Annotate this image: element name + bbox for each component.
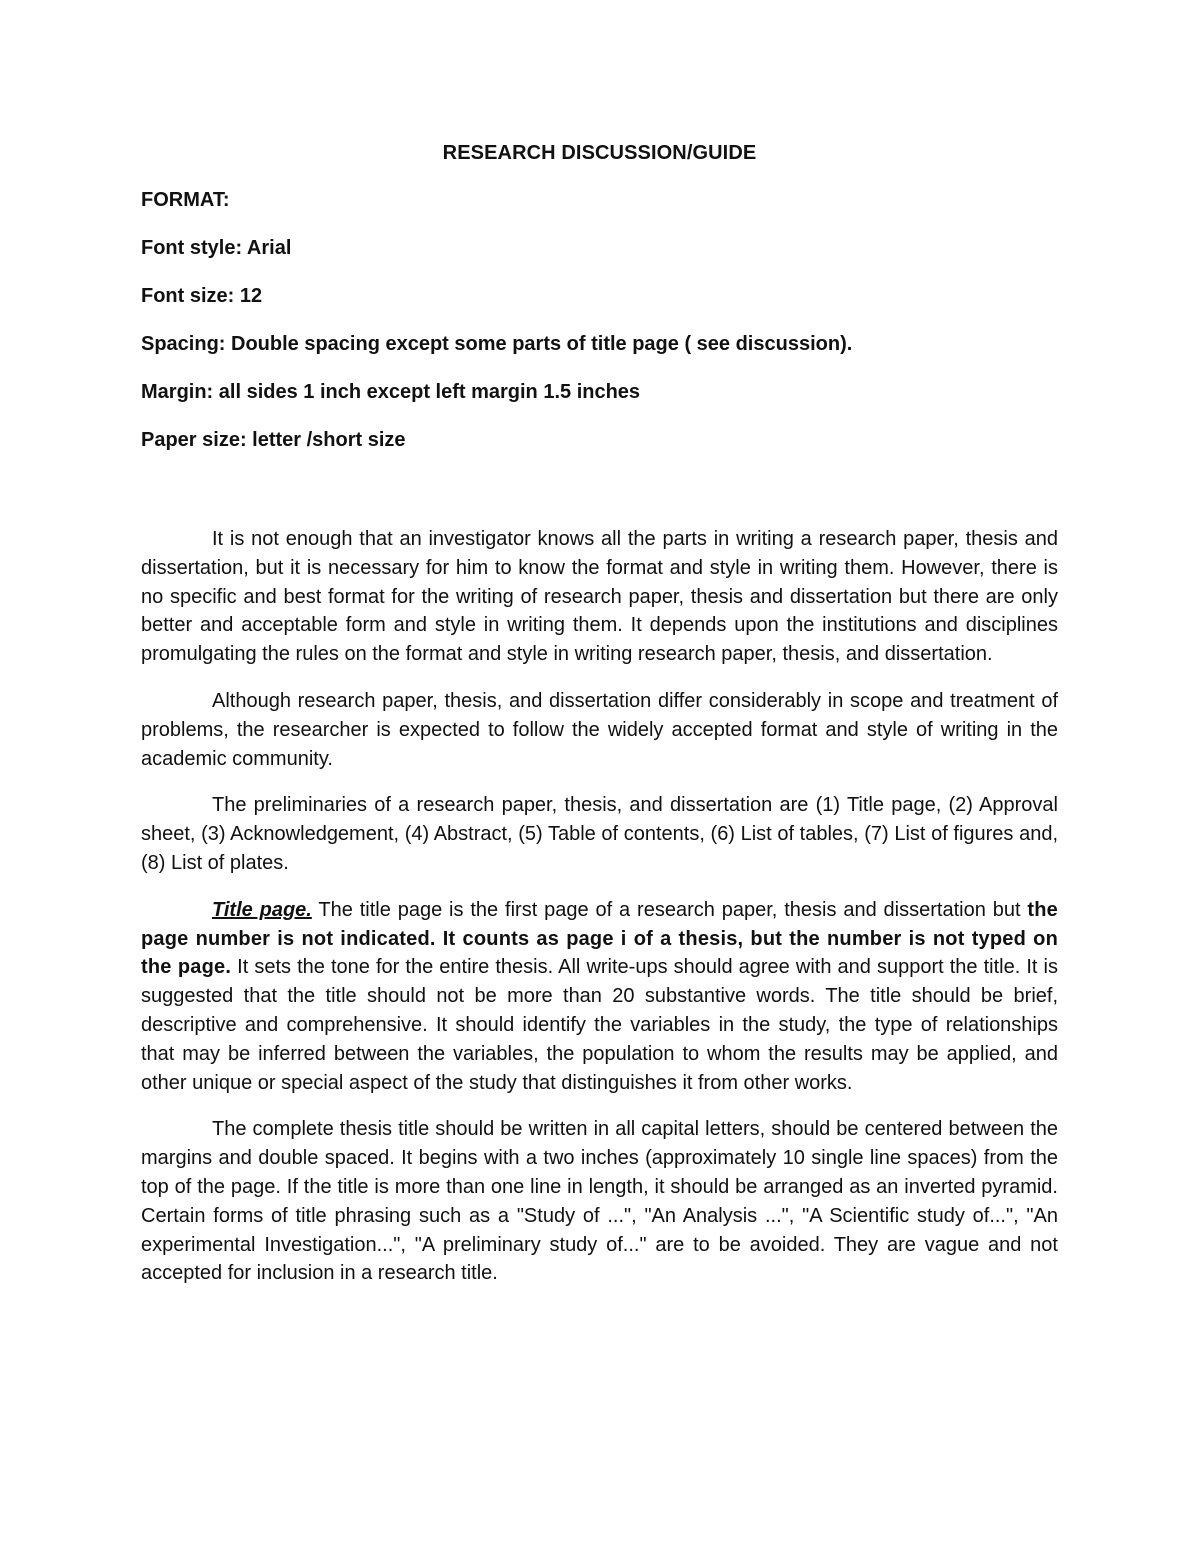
format-paper-size: Paper size: letter /short size — [141, 429, 406, 451]
format-font-style: Font style: Arial — [141, 237, 292, 259]
title-page-text-a: The title page is the first page of a research paper, thesis and dissertation but — [311, 898, 1028, 921]
paragraph-thesis-title: The complete thesis title should be written in all capital letters, should be centered between the margins and double spaced. It begins with a two inches (approximately 10 single line spaces) from the top of the page. If the title is more than one line in length, it should be arranged as an inverted pyramid. Certain forms of title phrasing such as a "Study of ...", "An Analysis ...", "A Scientific study of...", "An experimental Investigation...", "A preliminary study of..." are to be avoided. They are vague and not accepted for inclusion in a research title. — [141, 1118, 1058, 1285]
paragraph-preliminaries: The preliminaries of a research paper, thesis, and dissertation are (1) Title page, (2) Approval sheet, (3) Acknowledgement, (4) Abstract, (5) Table of contents, (6) List of tables, (7) List of figures and, (8) List of plates. — [141, 794, 1058, 874]
format-font-size: Font size: 12 — [141, 285, 263, 307]
format-spacing: Spacing: Double spacing except some parts of title page ( see discussion). — [141, 333, 853, 355]
paragraph-scope: Although research paper, thesis, and dissertation differ considerably in scope and treatment of problems, the researcher is expected to follow the widely accepted format and style of writing in the academic community. — [141, 689, 1058, 770]
format-margin: Margin: all sides 1 inch except left margin 1.5 inches — [141, 381, 641, 403]
title-page-lead: Title page. — [212, 898, 312, 921]
paragraph-intro: It is not enough that an investigator knows all the parts in writing a research paper, thesis and dissertation, but it is necessary for him to know the format and style in writing them. However, there is no specific and best format for the writing of research paper, thesis and dissertation but there are only better and acceptable form and style in writing them. It depends upon the institutions and disciplines promulgating the rules on the format and style in writing research paper, thesis, and dissertation. — [141, 528, 1058, 666]
title-page-text-b: It sets the tone for the entire thesis. All write-ups should agree with and support the title. It is suggested that the title should not be more than 20 substantive words. The title should be brief, descriptive and comprehensive. It should identify the variables in the study, the type of relationships that may be inferred between the variables, the population to whom the results may be applied, and other unique or special aspect of the study that distinguishes it from other works. — [141, 956, 1058, 1094]
paragraph-title-page — [141, 896, 1058, 1098]
document-page — [141, 138, 1058, 1306]
section-spacer — [141, 473, 1058, 525]
format-heading: FORMAT: — [141, 189, 230, 211]
document-title: RESEARCH DISCUSSION/GUIDE — [442, 142, 757, 164]
title-page-bold-note: the page number is not indicated. It counts as page i of a thesis, but the number is not typed on the page. — [141, 898, 1058, 979]
